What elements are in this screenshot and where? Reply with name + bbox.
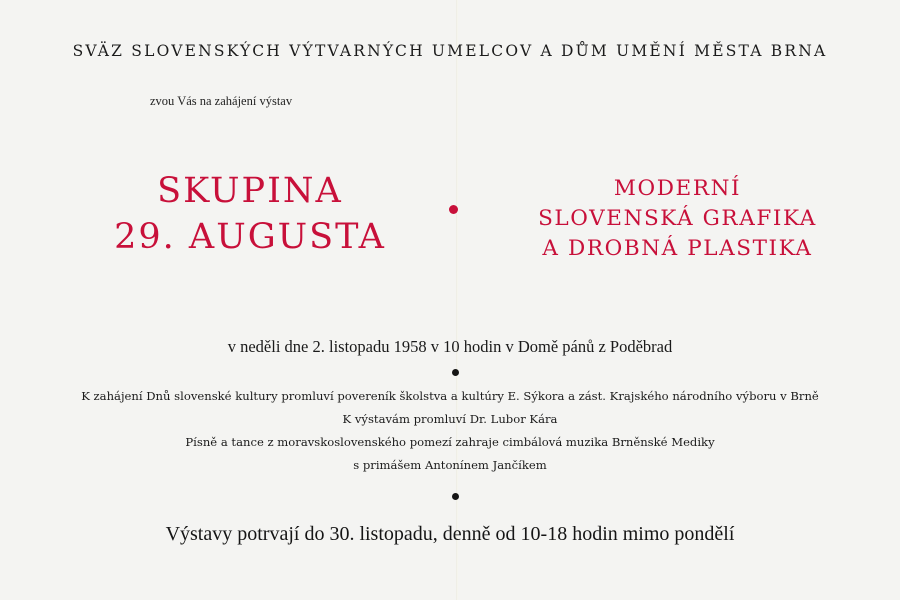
exhibition-title-left bbox=[40, 168, 460, 260]
organizers-header: SVÄZ SLOVENSKÝCH VÝTVARNÝCH UMELCOV A DŮM UMĚNÍ MĚSTA BRNA bbox=[72, 42, 828, 60]
exhibition-left-line-2: 29. AUGUSTA bbox=[114, 217, 386, 257]
separator-dot-1 bbox=[452, 369, 459, 376]
separator-dot-2 bbox=[452, 493, 459, 500]
invitation-intro: zvou Vás na zahájení výstav bbox=[150, 94, 293, 108]
exhibition-right-line-2: SLOVENSKÁ GRAFIKA bbox=[538, 206, 817, 231]
exhibition-duration: Výstavy potrvají do 30. listopadu, denně od 10-18 hodin mimo pondělí bbox=[165, 523, 735, 545]
red-bullet-dot bbox=[449, 205, 458, 214]
exhibition-right-line-3: A DROBNÁ PLASTIKA bbox=[542, 236, 813, 261]
program-line-opening-speech: K zahájení Dnů slovenské kultury promluví povereník školstva a kultúry E. Sýkora a zást. Krajského národního výboru v Brně bbox=[81, 389, 819, 403]
exhibition-left-line-1: SKUPINA bbox=[157, 171, 343, 211]
exhibition-title-right bbox=[495, 174, 860, 264]
program-line-exhibition-speech: K výstavám promluví Dr. Lubor Kára bbox=[342, 412, 558, 426]
event-date-place: v neděli dne 2. listopadu 1958 v 10 hodin v Domě pánů z Poděbrad bbox=[227, 337, 673, 356]
program-line-music: Písně a tance z moravskoslovenského pomezí zahraje cimbálová muzika Brněnské Mediky bbox=[185, 435, 715, 449]
program-line-primas: s primášem Antonínem Jančíkem bbox=[353, 458, 547, 472]
card-fold-line bbox=[456, 0, 458, 600]
exhibition-right-line-1: MODERNÍ bbox=[613, 176, 742, 201]
